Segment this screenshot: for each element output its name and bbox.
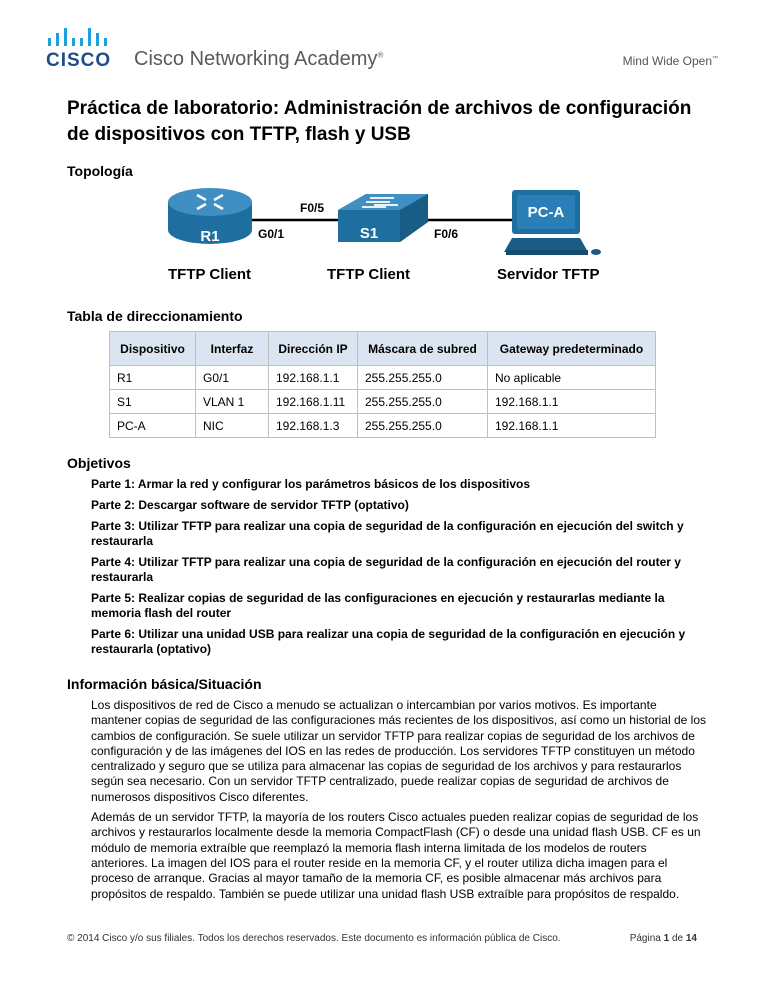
tagline-text: Mind Wide Open: [622, 54, 712, 68]
background-text: [91, 698, 706, 907]
s1-right-port-label: F0/6: [434, 227, 459, 241]
registered-mark: ®: [377, 50, 384, 60]
table-row: [110, 414, 656, 438]
column-header: Dirección IP: [269, 332, 358, 366]
copyright-text: © 2014 Cisco y/o sus filiales. Todos los derechos reservados. Este documento es información pública de Cisco.: [67, 933, 561, 944]
objectives-heading: Objetivos: [67, 455, 131, 471]
table-cell: 192.168.1.1: [488, 414, 656, 438]
table-cell: G0/1: [196, 366, 269, 390]
tagline: [623, 54, 718, 68]
column-header: Dispositivo: [110, 332, 196, 366]
table-cell: R1: [110, 366, 196, 390]
switch-icon: [338, 194, 428, 242]
table-cell: No aplicable: [488, 366, 656, 390]
pc-icon: [504, 190, 601, 255]
column-header: Máscara de subred: [358, 332, 488, 366]
table-cell: 192.168.1.3: [269, 414, 358, 438]
table-cell: 192.168.1.11: [269, 390, 358, 414]
topology-heading: Topología: [67, 163, 133, 179]
r1-role-label: TFTP Client: [168, 266, 252, 283]
objective-item: Parte 3: Utilizar TFTP para realizar una copia de seguridad de la configuración en ejecución del switch y restaurarla: [91, 519, 684, 548]
page-total: 14: [685, 933, 697, 944]
column-header: Interfaz: [196, 332, 269, 366]
addressing-table: [109, 331, 656, 438]
addressing-heading: Tabla de direccionamiento: [67, 308, 243, 324]
s1-left-port-label: F0/5: [300, 201, 325, 215]
cisco-logo-bars-icon: [48, 28, 112, 48]
table-cell: 255.255.255.0: [358, 414, 488, 438]
brand-name: [134, 48, 383, 71]
table-cell: 192.168.1.1: [488, 390, 656, 414]
objective-item: Parte 5: Realizar copias de seguridad de las configuraciones en ejecución y restaurarlas mediante la memoria flash del router: [91, 591, 665, 620]
table-cell: PC-A: [110, 414, 196, 438]
objective-item: Parte 6: Utilizar una unidad USB para realizar una copia de seguridad de la configuración en ejecución y restaurarla (optativo): [91, 627, 686, 656]
s1-role-label: TFTP Client: [327, 266, 411, 283]
objective-item: Parte 4: Utilizar TFTP para realizar una copia de seguridad de la configuración en ejecución del router y restaurarla: [91, 555, 681, 584]
page-of: de: [671, 933, 684, 944]
page-footer: [67, 933, 697, 944]
r1-device-name: R1: [200, 228, 220, 245]
table-cell: VLAN 1: [196, 390, 269, 414]
page-prefix: Página: [629, 933, 661, 944]
table-cell: S1: [110, 390, 196, 414]
document-title: Práctica de laboratorio: Administración de archivos de configuración de dispositivos con TFTP, flash y USB: [67, 98, 692, 145]
table-row: [110, 390, 656, 414]
page-header: [0, 0, 765, 90]
page-indicator: [630, 933, 697, 944]
r1-port-label: G0/1: [258, 227, 285, 241]
background-paragraph: Los dispositivos de red de Cisco a menudo se actualizan o intercambian por varios motivos. Es importante mantener copias de seguridad de las configuraciones más recientes de los dispositivos, así como un historial de los cambios de configuración. Se suele utilizar un servidor TFTP para realizar copias de seguridad de los archivos de configuración y de las imágenes del IOS en las redes de producción. Los servidores TFTP constituyen un método centralizado y seguro que se utiliza para almacenar las copias de seguridad de los archivos y para restaurarlos según sea necesario. Con un servidor TFTP centralizado, puede realizar copias de seguridad de archivos de numerosos dispositivos Cisco diferentes.: [91, 698, 706, 804]
table-cell: NIC: [196, 414, 269, 438]
pca-device-name: PC-A: [527, 204, 565, 221]
table-cell: 255.255.255.0: [358, 390, 488, 414]
background-heading: Información básica/Situación: [67, 676, 262, 692]
table-cell: 192.168.1.1: [269, 366, 358, 390]
objective-item: Parte 1: Armar la red y configurar los parámetros básicos de los dispositivos: [91, 477, 531, 491]
table-row: [110, 366, 656, 390]
s1-device-name: S1: [359, 225, 379, 242]
brand-name-text: Cisco Networking Academy: [134, 48, 378, 70]
objective-item: Parte 2: Descargar software de servidor TFTP (optativo): [91, 498, 409, 512]
trademark-mark: ™: [712, 56, 718, 62]
objectives-list: [91, 477, 706, 663]
table-header-row: [110, 332, 656, 366]
cisco-logo-text: CISCO: [46, 50, 112, 71]
page-number: 1: [663, 933, 670, 944]
background-paragraph: Además de un servidor TFTP, la mayoría de los routers Cisco actuales pueden realizar copias de seguridad de los archivos y restaurarlos localmente desde la memoria CompactFlash (CF) o desde una unidad flash USB. CF es un módulo de memoria extraíble que reemplazó la memoria flash interna limitada de los modelos de routers anteriores. La imagen del IOS para el router reside en la memoria CF, y el router utiliza dicha imagen para el proceso de arranque. Gracias al mayor tamaño de la memoria CF, es posible almacenar más archivos para propósitos de respaldo. También se puede utilizar una unidad flash USB extraíble para propósitos de respaldo.: [91, 810, 701, 901]
column-header: Gateway predeterminado: [488, 332, 656, 366]
pca-role-label: Servidor TFTP: [497, 266, 600, 283]
table-cell: 255.255.255.0: [358, 366, 488, 390]
